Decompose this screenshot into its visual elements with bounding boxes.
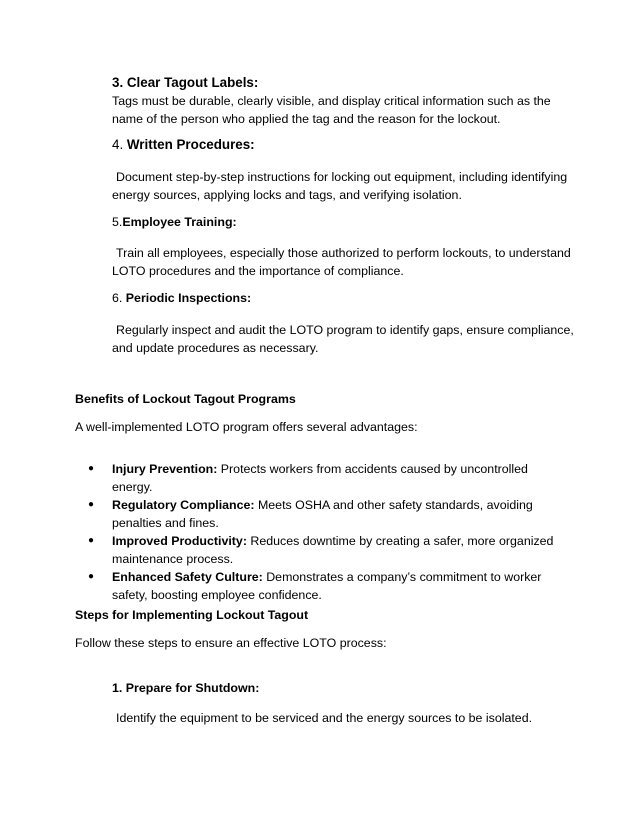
section-6-heading <box>112 289 582 307</box>
steps-intro: Follow these steps to ensure an effective LOTO process: <box>75 636 387 650</box>
bullet-icon: ● <box>88 463 95 474</box>
section-3-body: Tags must be durable, clearly visible, and display critical information such as the name of the person who applied the tag and the reason for the lockout. <box>112 94 551 126</box>
steps-heading: Steps for Implementing Lockout Tagout <box>75 608 309 622</box>
section-5-title: Employee Training: <box>122 215 237 229</box>
benefit-label: Injury Prevention: <box>112 462 218 476</box>
section-6-title: Periodic Inspections: <box>125 291 252 305</box>
bullet-icon: ● <box>88 535 95 546</box>
section-5-number: 5. <box>112 215 123 229</box>
benefits-list <box>88 460 562 604</box>
benefit-label: Improved Productivity: <box>112 534 247 548</box>
benefits-intro: A well-implemented LOTO program offers several advantages: <box>75 420 418 434</box>
benefit-label: Regulatory Compliance: <box>112 498 255 512</box>
section-4-number: 4. <box>112 137 124 152</box>
step-1-title: 1. Prepare for Shutdown: <box>112 681 260 695</box>
section-4-heading <box>112 136 582 154</box>
benefit-item-improved-productivity <box>88 532 562 568</box>
benefit-text: Meets OSHA and other safety standards, avoiding penalties and fines. <box>112 498 533 530</box>
section-3-title: 3. Clear Tagout Labels: <box>112 75 259 90</box>
section-5-body: Train all employees, especially those authorized to perform lockouts, to understand LOTO procedures and the importance of compliance. <box>112 246 571 278</box>
benefit-text: Protects workers from accidents caused by uncontrolled energy. <box>112 462 528 494</box>
bullet-icon: ● <box>88 499 95 510</box>
section-6-body: Regularly inspect and audit the LOTO program to identify gaps, ensure compliance, and update procedures as necessary. <box>112 323 574 355</box>
step-1-body: Identify the equipment to be serviced and the energy sources to be isolated. <box>116 711 533 725</box>
benefit-text: Demonstrates a company’s commitment to worker safety, boosting employee confidence. <box>112 570 542 602</box>
section-6-number: 6. <box>112 291 123 305</box>
bullet-icon: ● <box>88 571 95 582</box>
benefit-item-regulatory-compliance <box>88 496 562 532</box>
benefit-label: Enhanced Safety Culture: <box>112 570 263 584</box>
benefit-text: Reduces downtime by creating a safer, more organized maintenance process. <box>112 534 554 566</box>
section-4-title: Written Procedures: <box>126 137 255 152</box>
section-4-body: Document step-by-step instructions for locking out equipment, including identifying energy sources, applying locks and tags, and verifying isolation. <box>112 170 568 202</box>
benefit-item-injury-prevention <box>88 460 562 496</box>
section-5-heading <box>112 213 582 231</box>
benefits-heading: Benefits of Lockout Tagout Programs <box>75 392 296 406</box>
benefit-item-enhanced-safety-culture <box>88 568 562 604</box>
